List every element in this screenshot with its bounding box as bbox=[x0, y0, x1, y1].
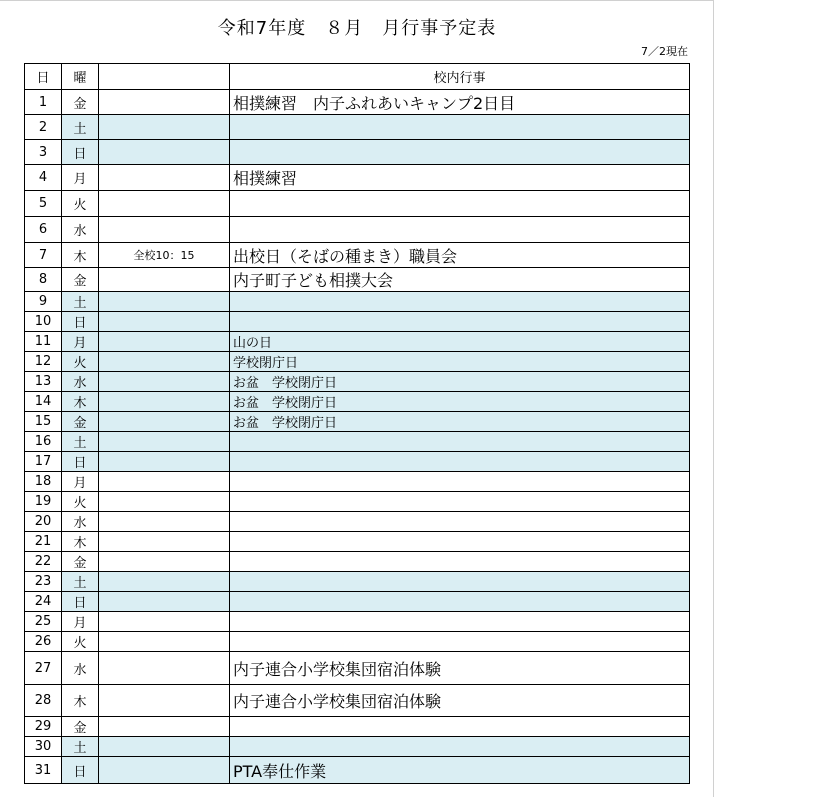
weekday-cell: 木 bbox=[62, 685, 99, 717]
event-cell bbox=[230, 612, 690, 632]
header-day: 日 bbox=[25, 64, 62, 90]
table-row bbox=[25, 737, 690, 757]
note-cell bbox=[99, 592, 230, 612]
day-cell: 17 bbox=[25, 452, 62, 472]
table-row bbox=[25, 268, 690, 292]
weekday-cell: 火 bbox=[62, 191, 99, 217]
note-cell bbox=[99, 292, 230, 312]
note-cell bbox=[99, 685, 230, 717]
weekday-cell: 月 bbox=[62, 472, 99, 492]
weekday-cell: 土 bbox=[62, 737, 99, 757]
note-cell bbox=[99, 737, 230, 757]
event-cell: PTA奉仕作業 bbox=[230, 757, 690, 784]
day-cell: 25 bbox=[25, 612, 62, 632]
header-row bbox=[25, 64, 690, 90]
weekday-cell: 金 bbox=[62, 268, 99, 292]
table-row bbox=[25, 432, 690, 452]
event-cell bbox=[230, 140, 690, 165]
table-row bbox=[25, 632, 690, 652]
table-row bbox=[25, 412, 690, 432]
weekday-cell: 金 bbox=[62, 412, 99, 432]
day-cell: 23 bbox=[25, 572, 62, 592]
table-row bbox=[25, 165, 690, 191]
table-row bbox=[25, 352, 690, 372]
note-cell: 全校10：15 bbox=[99, 243, 230, 268]
day-cell: 29 bbox=[25, 717, 62, 737]
weekday-cell: 土 bbox=[62, 432, 99, 452]
table-row bbox=[25, 115, 690, 140]
table-row bbox=[25, 612, 690, 632]
note-cell bbox=[99, 632, 230, 652]
day-cell: 26 bbox=[25, 632, 62, 652]
weekday-cell: 日 bbox=[62, 452, 99, 472]
weekday-cell: 水 bbox=[62, 512, 99, 532]
note-cell bbox=[99, 412, 230, 432]
table-row bbox=[25, 90, 690, 115]
weekday-cell: 金 bbox=[62, 552, 99, 572]
event-cell: お盆 学校閉庁日 bbox=[230, 412, 690, 432]
weekday-cell: 火 bbox=[62, 492, 99, 512]
weekday-cell: 土 bbox=[62, 115, 99, 140]
note-cell bbox=[99, 372, 230, 392]
event-cell bbox=[230, 492, 690, 512]
day-cell: 10 bbox=[25, 312, 62, 332]
table-row bbox=[25, 685, 690, 717]
header-weekday: 曜 bbox=[62, 64, 99, 90]
note-cell bbox=[99, 652, 230, 685]
event-cell: 相撲練習 内子ふれあいキャンプ2日目 bbox=[230, 90, 690, 115]
weekday-cell: 日 bbox=[62, 140, 99, 165]
note-cell bbox=[99, 217, 230, 243]
weekday-cell: 火 bbox=[62, 352, 99, 372]
weekday-cell: 土 bbox=[62, 572, 99, 592]
day-cell: 7 bbox=[25, 243, 62, 268]
weekday-cell: 木 bbox=[62, 243, 99, 268]
event-cell bbox=[230, 552, 690, 572]
weekday-cell: 金 bbox=[62, 90, 99, 115]
day-cell: 20 bbox=[25, 512, 62, 532]
note-cell bbox=[99, 352, 230, 372]
event-cell: お盆 学校閉庁日 bbox=[230, 372, 690, 392]
day-cell: 18 bbox=[25, 472, 62, 492]
day-cell: 6 bbox=[25, 217, 62, 243]
table-row bbox=[25, 472, 690, 492]
day-cell: 13 bbox=[25, 372, 62, 392]
day-cell: 4 bbox=[25, 165, 62, 191]
table-row bbox=[25, 292, 690, 312]
event-cell bbox=[230, 217, 690, 243]
note-cell bbox=[99, 191, 230, 217]
event-cell bbox=[230, 191, 690, 217]
event-cell bbox=[230, 115, 690, 140]
weekday-cell: 日 bbox=[62, 757, 99, 784]
event-cell bbox=[230, 592, 690, 612]
event-cell: 内子連合小学校集団宿泊体験 bbox=[230, 652, 690, 685]
table-row bbox=[25, 592, 690, 612]
day-cell: 21 bbox=[25, 532, 62, 552]
day-cell: 28 bbox=[25, 685, 62, 717]
note-cell bbox=[99, 140, 230, 165]
event-cell bbox=[230, 532, 690, 552]
note-cell bbox=[99, 717, 230, 737]
event-cell bbox=[230, 512, 690, 532]
event-cell: 学校閉庁日 bbox=[230, 352, 690, 372]
day-cell: 19 bbox=[25, 492, 62, 512]
weekday-cell: 土 bbox=[62, 292, 99, 312]
note-cell bbox=[99, 532, 230, 552]
event-cell bbox=[230, 312, 690, 332]
table-row bbox=[25, 191, 690, 217]
day-cell: 14 bbox=[25, 392, 62, 412]
table-row bbox=[25, 572, 690, 592]
table-row bbox=[25, 717, 690, 737]
event-cell: お盆 学校閉庁日 bbox=[230, 392, 690, 412]
event-cell bbox=[230, 632, 690, 652]
day-cell: 8 bbox=[25, 268, 62, 292]
schedule-table bbox=[24, 63, 690, 784]
event-cell bbox=[230, 292, 690, 312]
event-cell: 内子連合小学校集団宿泊体験 bbox=[230, 685, 690, 717]
day-cell: 2 bbox=[25, 115, 62, 140]
note-cell bbox=[99, 332, 230, 352]
table-row bbox=[25, 492, 690, 512]
note-cell bbox=[99, 512, 230, 532]
weekday-cell: 水 bbox=[62, 217, 99, 243]
note-cell bbox=[99, 552, 230, 572]
note-cell bbox=[99, 268, 230, 292]
event-cell bbox=[230, 572, 690, 592]
note-cell bbox=[99, 165, 230, 191]
table-row bbox=[25, 332, 690, 352]
weekday-cell: 水 bbox=[62, 372, 99, 392]
day-cell: 16 bbox=[25, 432, 62, 452]
weekday-cell: 木 bbox=[62, 532, 99, 552]
table-row bbox=[25, 372, 690, 392]
table-row bbox=[25, 552, 690, 572]
note-cell bbox=[99, 572, 230, 592]
day-cell: 1 bbox=[25, 90, 62, 115]
page-title: 令和7年度 ８月 月行事予定表 bbox=[217, 18, 497, 39]
weekday-cell: 水 bbox=[62, 652, 99, 685]
note-cell bbox=[99, 312, 230, 332]
weekday-cell: 月 bbox=[62, 612, 99, 632]
weekday-cell: 日 bbox=[62, 592, 99, 612]
note-cell bbox=[99, 392, 230, 412]
event-cell bbox=[230, 432, 690, 452]
header-event: 校内行事 bbox=[230, 64, 690, 90]
weekday-cell: 月 bbox=[62, 165, 99, 191]
table-row bbox=[25, 217, 690, 243]
event-cell: 内子町子ども相撲大会 bbox=[230, 268, 690, 292]
event-cell bbox=[230, 737, 690, 757]
day-cell: 27 bbox=[25, 652, 62, 685]
note-cell bbox=[99, 432, 230, 452]
note-cell bbox=[99, 472, 230, 492]
table-row bbox=[25, 243, 690, 268]
weekday-cell: 火 bbox=[62, 632, 99, 652]
day-cell: 5 bbox=[25, 191, 62, 217]
day-cell: 31 bbox=[25, 757, 62, 784]
event-cell: 山の日 bbox=[230, 332, 690, 352]
event-cell: 相撲練習 bbox=[230, 165, 690, 191]
day-cell: 11 bbox=[25, 332, 62, 352]
day-cell: 9 bbox=[25, 292, 62, 312]
event-cell bbox=[230, 472, 690, 492]
header-note bbox=[99, 64, 230, 90]
day-cell: 15 bbox=[25, 412, 62, 432]
note-cell bbox=[99, 115, 230, 140]
table-row bbox=[25, 452, 690, 472]
table-row bbox=[25, 652, 690, 685]
day-cell: 3 bbox=[25, 140, 62, 165]
table-row bbox=[25, 757, 690, 784]
day-cell: 24 bbox=[25, 592, 62, 612]
note-cell bbox=[99, 452, 230, 472]
event-cell: 出校日（そばの種まき）職員会 bbox=[230, 243, 690, 268]
table-row bbox=[25, 312, 690, 332]
weekday-cell: 金 bbox=[62, 717, 99, 737]
table-row bbox=[25, 392, 690, 412]
as-of-date: 7／2現在 bbox=[641, 45, 688, 58]
day-cell: 12 bbox=[25, 352, 62, 372]
note-cell bbox=[99, 757, 230, 784]
note-cell bbox=[99, 612, 230, 632]
weekday-cell: 日 bbox=[62, 312, 99, 332]
table-row bbox=[25, 532, 690, 552]
table-row bbox=[25, 140, 690, 165]
note-cell bbox=[99, 90, 230, 115]
event-cell bbox=[230, 717, 690, 737]
day-cell: 30 bbox=[25, 737, 62, 757]
event-cell bbox=[230, 452, 690, 472]
table-row bbox=[25, 512, 690, 532]
note-cell bbox=[99, 492, 230, 512]
weekday-cell: 月 bbox=[62, 332, 99, 352]
weekday-cell: 木 bbox=[62, 392, 99, 412]
day-cell: 22 bbox=[25, 552, 62, 572]
